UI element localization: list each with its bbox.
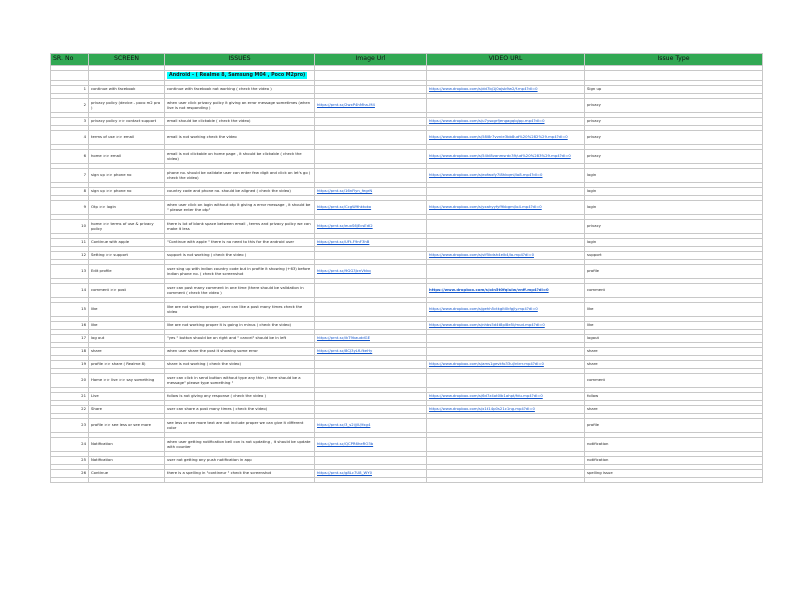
cell-sr-no[interactable]: 21 [51,393,89,401]
cell-video-url[interactable] [427,470,585,478]
cell-image-url[interactable] [315,393,427,401]
cell-sr-no[interactable]: 10 [51,220,89,234]
cell-screen[interactable]: privacy policy >> contact support [89,118,165,126]
cell-video-url[interactable]: https://www.dropbox.com/s/54kl8vanmsrdc39/ud%20%283%29.mp4?dl=0 [427,150,585,164]
cell-issue-type[interactable]: support [585,252,763,260]
cell-sr-no[interactable]: 25 [51,457,89,465]
cell-issue[interactable]: there is a spelling in "contineur " check the screenshot [165,470,315,478]
cell-image-url[interactable] [315,118,427,126]
cell-sr-no[interactable]: 24 [51,438,89,452]
table-row [51,374,763,388]
cell-image-url[interactable] [315,252,427,260]
cell-screen[interactable]: terms of use >> email [89,131,165,145]
cell-image-url[interactable]: https://prnt.sc/ikT9kauddGE [315,335,427,343]
table-row [51,393,763,401]
cell-video-url[interactable] [427,239,585,247]
cell-issue-type[interactable]: privacy [585,99,763,113]
cell-issue-type[interactable]: privacy [585,131,763,145]
cell-issue-type[interactable]: login [585,169,763,183]
cell-sr-no[interactable]: 1 [51,86,89,94]
cell-screen[interactable]: sign up >> phone no [89,169,165,183]
table-row [51,99,763,113]
cell-video-url[interactable]: https://www.dropbox.com/s/vlf5kdsh4elk4/lo.mp4?dl=0 [427,252,585,260]
cell-video-url[interactable]: https://www.dropbox.com/s/u7ysogrfjengagqlq/pp.mp4?dl=0 [427,118,585,126]
cell-sr-no[interactable]: 7 [51,169,89,183]
cell-screen[interactable]: profile >> share ( Realme 8) [89,361,165,369]
cell-image-url[interactable]: https://prnt.sc/9GG3JcnVkkq [315,265,427,279]
cell-video-url[interactable] [427,188,585,196]
cell-image-url[interactable]: https://prnt.sc/QCPR6heRO3b [315,438,427,452]
cell-sr-no[interactable]: 6 [51,150,89,164]
table-row [51,220,763,234]
table-row [51,118,763,126]
cell-sr-no[interactable]: 12 [51,252,89,260]
cell-issue[interactable]: like are not working proper it is going in minus ( check the video) [165,322,315,330]
table-row [51,188,763,196]
cell-image-url[interactable] [315,303,427,317]
cell-screen[interactable]: like [89,322,165,330]
cell-issue[interactable]: user can click in send button without type any thin , there should be a message" please type something " [165,374,315,388]
cell-issue[interactable]: "Continue with apple " there is no need to this for the android user [165,239,315,247]
cell-issue[interactable]: when user click privacy policy it giving an error message sometimes (when live is not responding ) [165,99,315,113]
cell-image-url[interactable] [315,374,427,388]
issues-spreadsheet [50,53,763,483]
cell-issue-type[interactable]: like [585,322,763,330]
cell-sr-no[interactable]: 11 [51,239,89,247]
cell-sr-no[interactable]: 17 [51,335,89,343]
cell-sr-no[interactable]: 20 [51,374,89,388]
cell-issue[interactable]: "yes " button should be on right and " cancel" should be in left [165,335,315,343]
cell-issue-type[interactable]: privacy [585,150,763,164]
table-row [51,361,763,369]
cell-issue[interactable]: like are not working proper , user can like a post many times check the video [165,303,315,317]
cell-issue-type[interactable]: login [585,201,763,215]
cell-sr-no[interactable]: 2 [51,99,89,113]
header-issues[interactable]: ISSUES [165,54,315,66]
cell-video-url[interactable]: https://www.dropbox.com/s/yxahyyfyf9kbgm/lo4.mp4?dl=0 [427,201,585,215]
cell-sr-no[interactable]: 23 [51,419,89,433]
cell-issue-type[interactable]: Sign up [585,86,763,94]
table-row [51,131,763,145]
cell-video-url[interactable]: https://www.dropbox.com/s/58l8r7vvnie3bb8ud%20%282%29.mp4?dl=0 [427,131,585,145]
table-row [51,322,763,330]
table-row [51,239,763,247]
cell-screen[interactable]: like [89,303,165,317]
cell-issue-type[interactable]: privacy [585,118,763,126]
cell-screen[interactable]: profile >> see less or see more [89,419,165,433]
table-row [51,457,763,465]
header-sr-no[interactable]: SR. No [51,54,89,66]
cell-screen[interactable]: home >> terms of use & privacy policy [89,220,165,234]
cell-image-url[interactable]: https://prnt.sc/euxS6jEcsEdI2 [315,220,427,234]
cell-video-url[interactable] [427,265,585,279]
table-row [51,335,763,343]
cell-sr-no[interactable]: 26 [51,470,89,478]
cell-issue-type[interactable]: profile [585,265,763,279]
cell-video-url[interactable] [427,457,585,465]
cell-image-url[interactable] [315,322,427,330]
spacer-row [51,478,763,483]
cell-issue-type[interactable]: follow [585,393,763,401]
cell-screen[interactable]: comment >> post [89,284,165,298]
cell-issue-type[interactable]: notification [585,438,763,452]
cell-issue-type[interactable]: notification [585,457,763,465]
cell-screen[interactable]: Share [89,406,165,414]
table-row [51,348,763,356]
cell-screen[interactable]: Otp >> login [89,201,165,215]
cell-screen[interactable]: Continue with apple [89,239,165,247]
cell-issue-type[interactable]: privacy [585,220,763,234]
cell-image-url[interactable] [315,169,427,183]
cell-video-url[interactable]: https://www.dropbox.com/s/x1t14p0s21c1ng.mp4?dl=0 [427,406,585,414]
cell-image-url[interactable] [315,406,427,414]
cell-sr-no[interactable]: 16 [51,322,89,330]
table-row [51,252,763,260]
cell-video-url[interactable] [427,438,585,452]
cell-sr-no[interactable]: 22 [51,406,89,414]
cell-screen[interactable]: Setting >> support [89,252,165,260]
cell-issue-type[interactable]: comment [585,374,763,388]
cell-sr-no[interactable]: 3 [51,118,89,126]
cell-sr-no[interactable]: 15 [51,303,89,317]
table-row [51,86,763,94]
cell-screen[interactable]: sign up >> phone no [89,188,165,196]
cell-sr-no[interactable]: 4 [51,131,89,145]
cell-sr-no[interactable]: 13 [51,265,89,279]
cell-issue[interactable]: there is lot of blank space between email , terms and privacy policy we can make it less [165,220,315,234]
cell-issue-type[interactable]: share [585,348,763,356]
cell-video-url[interactable]: https://www.dropbox.com/s/gehh5ctkglt0kfgjly.mp4?dl=0 [427,303,585,317]
cell-image-url[interactable] [315,361,427,369]
cell-issue-type[interactable]: spelling issue [585,470,763,478]
cell-video-url[interactable]: https://www.dropbox.com/s/6d7z4ot0lb1ahpt/fdu.mp4?dl=0 [427,393,585,401]
cell-issue[interactable]: user can post many comment in one time (there should be validation in comment ( check the video ) [165,284,315,298]
cell-image-url[interactable] [315,131,427,145]
table-row [51,265,763,279]
cell-video-url[interactable] [427,99,585,113]
header-screen[interactable]: SCREEN [89,54,165,66]
cell-image-url[interactable] [315,86,427,94]
cell-image-url[interactable] [315,284,427,298]
cell-screen[interactable]: Notification [89,457,165,465]
table-row [51,284,763,298]
cell-video-url[interactable]: https://www.dropbox.com/s/dd7bj1j0ajsb9w2/f.mp4?dl=0 [427,86,585,94]
cell-sr-no[interactable]: 8 [51,188,89,196]
cell-image-url[interactable] [315,150,427,164]
table-row [51,406,763,414]
cell-issue[interactable]: when user getting notification bell con is not updating , it should be update with counter [165,438,315,452]
cell-screen[interactable]: Live [89,393,165,401]
header-issue-type[interactable]: Issue Type [585,54,763,66]
section-title: Android - ( Realme 8, Samsung M04 , Poco M2pro) [169,73,306,78]
section-title-cell[interactable] [165,71,315,81]
cell-issue[interactable]: when user share the post it showing some error [165,348,315,356]
cell-image-url[interactable]: https://prnt.sc/CcgW9hktoko [315,201,427,215]
cell-image-url[interactable]: https://prnt.sc/2wxP4hMha-M4 [315,99,427,113]
cell-issue-type[interactable]: logout [585,335,763,343]
cell-issue[interactable]: email is not working check the video [165,131,315,145]
cell-issue[interactable]: email is not clickable on home page , it should be clickable ( check the video) [165,150,315,164]
cell-screen[interactable]: Notification [89,438,165,452]
cell-screen[interactable]: continue with facebook [89,86,165,94]
cell-video-url[interactable] [427,419,585,433]
cell-issue-type[interactable]: profile [585,419,763,433]
cell-video-url[interactable] [427,335,585,343]
cell-issue-type[interactable]: login [585,239,763,247]
cell-issue-type[interactable]: like [585,303,763,317]
section-title-row [51,71,763,81]
cell-issue[interactable]: support is not working ( check the video ) [165,252,315,260]
cell-issue[interactable]: phone no. should be validate user can enter few digit and click on let's go ( check the video) [165,169,315,183]
cell-issue[interactable]: when user click on login without otp it giving a error message , it should be " please enter the otp" [165,201,315,215]
cell-sr-no[interactable]: 19 [51,361,89,369]
cell-image-url[interactable]: https://prnt.sc/3_s2ijjlU/fxg4 [315,419,427,433]
cell-image-url[interactable]: https://prnt.sc/UFt-F9nF3hB [315,239,427,247]
cell-issue-type[interactable]: login [585,188,763,196]
cell-screen[interactable]: Home >> live >> say something [89,374,165,388]
table-row [51,201,763,215]
cell-image-url[interactable]: https://prnt.sc/8CJ3yLfLfkeHy [315,348,427,356]
table-row [51,303,763,317]
cell-video-url[interactable]: https://www.dropbox.com/s/oin5t0fqiuiw/vnff.mp4?dl=0 [427,284,585,298]
cell-image-url[interactable] [315,457,427,465]
header-image-url[interactable]: Image Url [315,54,427,66]
cell-video-url[interactable] [427,374,585,388]
header-video-url[interactable]: VIDEO URL [427,54,585,66]
table-row [51,438,763,452]
cell-screen[interactable]: privacy policy (device - poco m2 pro ) [89,99,165,113]
cell-sr-no[interactable]: 14 [51,284,89,298]
cell-issue[interactable]: email should be clickable ( check the video) [165,118,315,126]
cell-image-url[interactable]: https://prnt.sc/g8Lc7U8_WY0 [315,470,427,478]
cell-issue-type[interactable]: share [585,361,763,369]
cell-issue[interactable]: follow is not giving any response ( check the video ) [165,393,315,401]
cell-screen[interactable]: Continue [89,470,165,478]
table-row [51,419,763,433]
cell-screen[interactable]: Edit profile [89,265,165,279]
cell-issue[interactable]: user can share a post many times ( check the video) [165,406,315,414]
cell-video-url[interactable]: https://www.dropbox.com/s/eofwxfy7l8hkqml/lo8.mp4?dl=0 [427,169,585,183]
cell-video-url[interactable]: https://www.dropbox.com/s/nhbs5d4t8pl8e5l/mud.mp4?dl=0 [427,322,585,330]
cell-video-url[interactable]: https://www.dropbox.com/s/ams1gevkfo33ul/ntrrr.mp4?dl=0 [427,361,585,369]
cell-screen[interactable]: home >> email [89,150,165,164]
cell-issue[interactable]: user sing up with indian country code but in profile it showing (+63) before indian phone no. ( check the screenshot [165,265,315,279]
header-row [51,54,763,66]
cell-issue[interactable]: see less or see more text are not include proper we can give it different color [165,419,315,433]
cell-video-url[interactable] [427,220,585,234]
cell-screen[interactable]: log out [89,335,165,343]
cell-issue[interactable]: user not getting any push notification in app [165,457,315,465]
table-row [51,470,763,478]
cell-sr-no[interactable]: 9 [51,201,89,215]
cell-sr-no[interactable]: 18 [51,348,89,356]
cell-issue[interactable]: continue with facebook not working ( check the video ) [165,86,315,94]
cell-issue[interactable]: country code and phone no. should be aligned ( check the video) [165,188,315,196]
table-row [51,150,763,164]
cell-issue-type[interactable]: comment [585,284,763,298]
cell-image-url[interactable]: https://prnt.sc/16nFiyn_fegrN [315,188,427,196]
cell-screen[interactable]: share [89,348,165,356]
cell-issue[interactable]: share is not working ( check the video) [165,361,315,369]
cell-issue-type[interactable]: share [585,406,763,414]
table-row [51,169,763,183]
cell-video-url[interactable] [427,348,585,356]
